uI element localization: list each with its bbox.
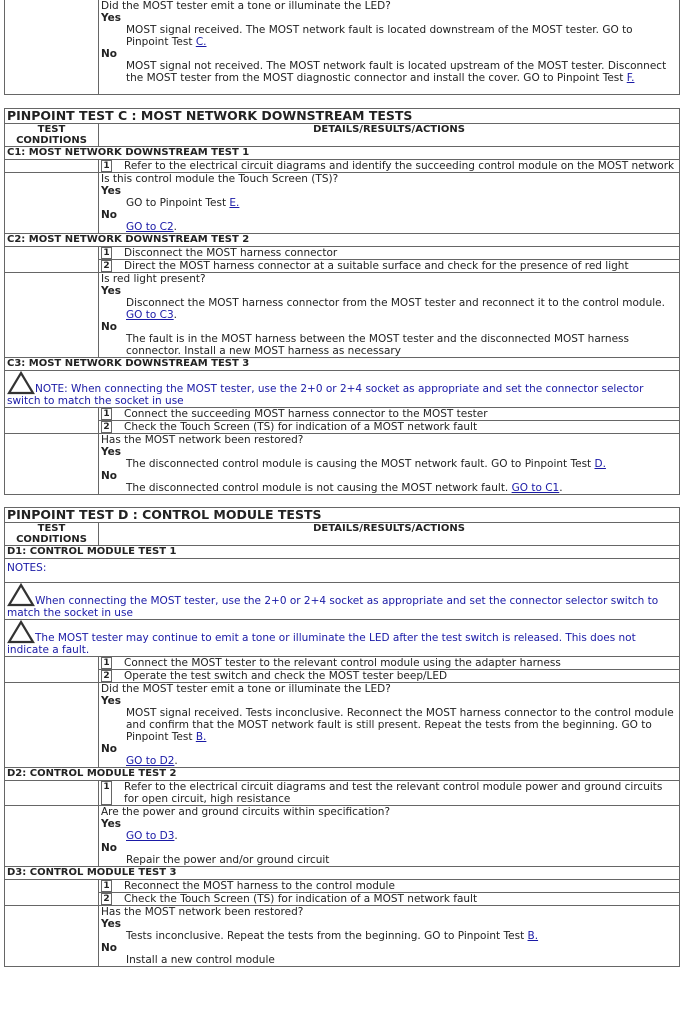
c1-title: C1: MOST NETWORK DOWNSTREAM TEST 1 [5, 147, 680, 160]
link-go-to-c1[interactable]: GO to C1 [511, 482, 560, 494]
d1-title: D1: CONTROL MODULE TEST 1 [5, 546, 680, 559]
d1-notes: NOTES: When connecting the MOST tester, use the 2+0 or 2+4 socket as appropriate and set the connector selector switch to match the socket in use The MOST tester may continue to emit a tone or illuminate the LED after the test switch is released. This does not indicate a fault. [5, 559, 680, 657]
caution-triangle-icon [7, 583, 35, 607]
c3-title: C3: MOST NETWORK DOWNSTREAM TEST 3 [5, 358, 680, 371]
top-results-cell: Did the MOST tester emit a tone or illuminate the LED? Yes MOST signal received. The MOST network fault is located downstream of the MOST tester. GO to Pinpoint Test C. No MOST signal not received. The MOST network fault is located upstream of the MOST tester. Disconnect the MOST tester from the MOST diagnostic connector and install the cover. GO to Pinpoint Test F. [99, 0, 680, 95]
col-details: DETAILS/RESULTS/ACTIONS [99, 523, 680, 546]
link-pinpoint-b-2[interactable]: B. [527, 930, 539, 942]
no-label: No [101, 48, 118, 60]
link-go-to-c2[interactable]: GO to C2 [126, 221, 174, 233]
question: Did the MOST tester emit a tone or illuminate the LED? [101, 0, 391, 12]
yes-label: Yes [101, 12, 122, 24]
pinpoint-c-table: TEST CONDITIONS DETAILS/RESULTS/ACTIONS C1: MOST NETWORK DOWNSTREAM TEST 1 1 Refer to the electrical circuit diagrams and identify the succeeding control module on the MOST network Is this control module the Touch Screen (TS)? Yes GO to Pinpoint Test E. No GO to C2. C2: MOST NETWORK DOWNSTREAM TEST 2 1 Disconnect the MOST harness connector 2 Direct the MOST harness connector at a suitable surface and check for the presence of red light Is red light present? Yes Disconnect the MOST harness connector from the MOST tester and reconnect it to the control module. GO to C3. No The fault is in the MOST harness between the MOST tester and the disconnected MOST harness connector. Install a new MOST harness as necessary C3: MOST NETWORK DOWNSTREAM TEST 3 NOTE: When connecting the MOST tester, use the 2+0 or 2+4 socket as appropriate and set the connector selector switch to match the socket in use 1 Connect the succeeding MOST harness connector to the MOST tester 2 Check the Touch Screen (TS) for indication of a MOST network fault Has the MOST network been restored? Yes The disconnected control module is causing the MOST network fault. GO to Pinpoint Test D. No The disconnected control module is not causing the MOST network fault. GO to C1. [4, 123, 680, 495]
link-pinpoint-b[interactable]: B. [195, 731, 207, 743]
d2-title: D2: CONTROL MODULE TEST 2 [5, 768, 680, 781]
c2-title: C2: MOST NETWORK DOWNSTREAM TEST 2 [5, 234, 680, 247]
top-conditions-cell [5, 0, 99, 95]
link-pinpoint-f[interactable]: F. [626, 72, 635, 84]
pinpoint-d-title: PINPOINT TEST D : CONTROL MODULE TESTS [4, 507, 680, 522]
col-details: DETAILS/RESULTS/ACTIONS [99, 124, 680, 147]
pinpoint-c-title: PINPOINT TEST C : MOST NETWORK DOWNSTREAM TESTS [4, 108, 680, 123]
d3-title: D3: CONTROL MODULE TEST 3 [5, 867, 680, 880]
col-test-conditions: TEST CONDITIONS [5, 124, 99, 147]
c3-note: NOTE: When connecting the MOST tester, use the 2+0 or 2+4 socket as appropriate and set the connector selector switch to match the socket in use [5, 371, 680, 408]
link-pinpoint-d[interactable]: D. [594, 458, 606, 470]
link-pinpoint-e[interactable]: E. [229, 197, 240, 209]
col-test-conditions: TEST CONDITIONS [5, 523, 99, 546]
link-go-to-c3[interactable]: GO to C3 [126, 309, 174, 321]
step-number: 1 [101, 160, 112, 172]
pinpoint-d-table: TEST CONDITIONS DETAILS/RESULTS/ACTIONS D1: CONTROL MODULE TEST 1 NOTES: When connecting the MOST tester, use the 2+0 or 2+4 socket as appropriate and set the connector selector switch to match the socket in use The MOST tester may continue to emit a tone or illuminate the LED after the test switch is released. This does not indicate a fault. 1 Connect the MOST tester to the relevant control module using the adapter harness 2 Operate the test switch and check the MOST tester beep/LED Did the MOST tester emit a tone or illuminate the LED? Yes MOST signal received. Tests inconclusive. Reconnect the MOST harness connector to the control module and confirm that the MOST network fault is still present. Repeat the tests from the beginning. GO to Pinpoint Test B. No GO to D2. D2: CONTROL MODULE TEST 2 1 Refer to the electrical circuit diagrams and test the relevant control module power and ground circuits for open circuit, high resistance Are the power and ground circuits within specification? Yes GO to D3. No Repair the power and/or ground circuit D3: CONTROL MODULE TEST 3 1 Reconnect the MOST harness to the control module 2 Check the Touch Screen (TS) for indication of a MOST network fault Has the MOST network been restored? Yes Tests inconclusive. Repeat the tests from the beginning. GO to Pinpoint Test B. No Install a new control module [4, 522, 680, 967]
link-pinpoint-c[interactable]: C. [195, 36, 207, 48]
caution-triangle-icon [7, 620, 35, 644]
top-table [4, 0, 680, 95]
caution-triangle-icon [7, 371, 35, 395]
link-go-to-d2[interactable]: GO to D2 [126, 755, 175, 767]
link-go-to-d3[interactable]: GO to D3 [126, 830, 175, 842]
